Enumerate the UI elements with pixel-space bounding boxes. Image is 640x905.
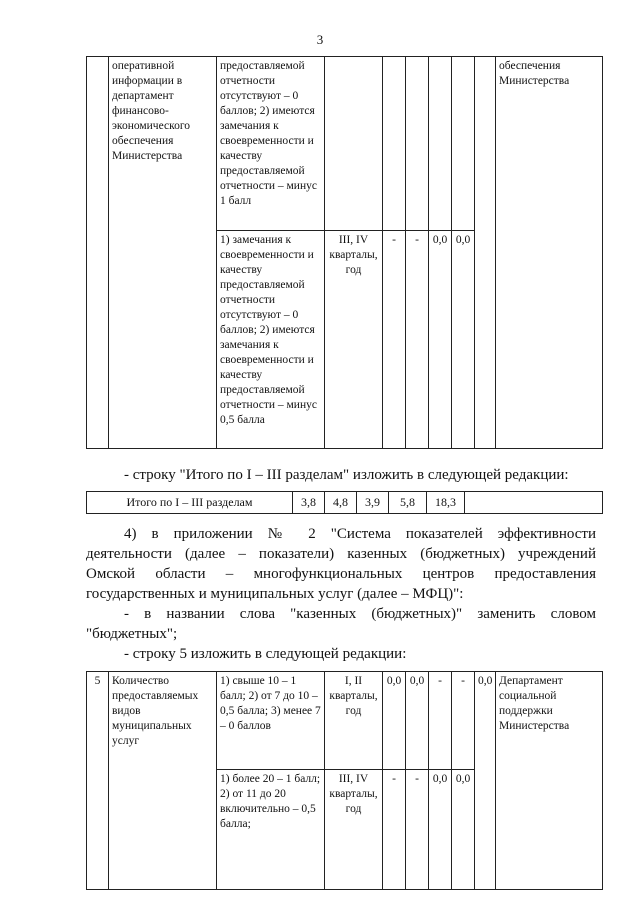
value-cell: 0,0	[452, 770, 475, 890]
value-cell: 0,0	[383, 672, 406, 770]
value-cell: -	[383, 231, 406, 449]
totals-label: Итого по I – III разделам	[87, 492, 293, 514]
period-cell: III, IV кварталы, год	[325, 231, 383, 449]
indicators-table-row5	[86, 671, 603, 890]
criteria-cell: 1) замечания к своевременности и качеству предоставляемой отчетности отсутствуют – 0 баллов; 2) имеются замечания к своевременности и качеству предоставляемой отчетности – минус 0,5 балла	[217, 231, 325, 449]
value-cell	[406, 57, 429, 231]
totals-value: 5,8	[389, 492, 427, 514]
totals-empty-cell	[465, 492, 603, 514]
totals-value: 18,3	[427, 492, 465, 514]
totals-value: 3,9	[357, 492, 389, 514]
value-cell	[429, 57, 452, 231]
value-cell: -	[383, 770, 406, 890]
value-cell	[383, 57, 406, 231]
period-cell	[325, 57, 383, 231]
value-cell: 0,0	[406, 672, 429, 770]
instruction-text: - строку "Итого по I – III разделам" изложить в следующей редакции:	[124, 467, 569, 483]
value-cell	[452, 57, 475, 231]
indicator-name-cell: оперативной информации в департамент финансово-экономического обеспечения Министерства	[109, 57, 217, 449]
paragraph-4-line: деятельности (далее – показатели) казенных (бюджетных) учреждений	[86, 546, 596, 562]
period-cell: III, IV кварталы, год	[325, 770, 383, 890]
value-cell: 0,0	[429, 770, 452, 890]
value-cell: -	[452, 672, 475, 770]
indicators-table-continuation	[86, 56, 603, 449]
instruction-text: - строку 5 изложить в следующей редакции:	[124, 646, 407, 662]
value-cell: 0,0	[452, 231, 475, 449]
row-number-cell: 5	[87, 672, 109, 890]
totals-table	[86, 491, 603, 514]
criteria-cell: 1) свыше 10 – 1 балл; 2) от 7 до 10 – 0,5 балла; 3) менее 7 – 0 баллов	[217, 672, 325, 770]
criteria-cell: 1) более 20 – 1 балл; 2) от 11 до 20 включительно – 0,5 балла;	[217, 770, 325, 890]
responsible-cell: Департамент социальной поддержки Министерства	[496, 672, 603, 890]
totals-value: 4,8	[325, 492, 357, 514]
indicator-name-cell: Количество предоставляемых видов муниципальных услуг	[109, 672, 217, 890]
value-cell: -	[406, 231, 429, 449]
totals-value: 3,8	[293, 492, 325, 514]
paragraph-4-line: Омской области – многофункциональных центров предоставления	[86, 566, 596, 582]
value-cell: 0,0	[429, 231, 452, 449]
bullet-line: - в названии слова "казенных (бюджетных)" заменить словом	[124, 606, 596, 622]
page-number: 3	[316, 32, 324, 47]
responsible-cell: обеспечения Министерства	[496, 57, 603, 449]
row-number-cell	[87, 57, 109, 449]
bullet-line: "бюджетных";	[86, 626, 178, 642]
value-cell: -	[406, 770, 429, 890]
paragraph-4-line: государственных и муниципальных услуг (далее – МФЦ)":	[86, 586, 464, 602]
value-cell: 0,0	[475, 672, 496, 890]
period-cell: I, II кварталы, год	[325, 672, 383, 770]
paragraph-4-line: 4) в приложении № 2 "Система показателей эффективности	[124, 526, 596, 542]
value-cell	[475, 57, 496, 449]
criteria-cell: предоставляемой отчетности отсутствуют – 0 баллов; 2) имеются замечания к своевременности и качеству предоставляемой отчетности – минус 1 балл	[217, 57, 325, 231]
value-cell: -	[429, 672, 452, 770]
